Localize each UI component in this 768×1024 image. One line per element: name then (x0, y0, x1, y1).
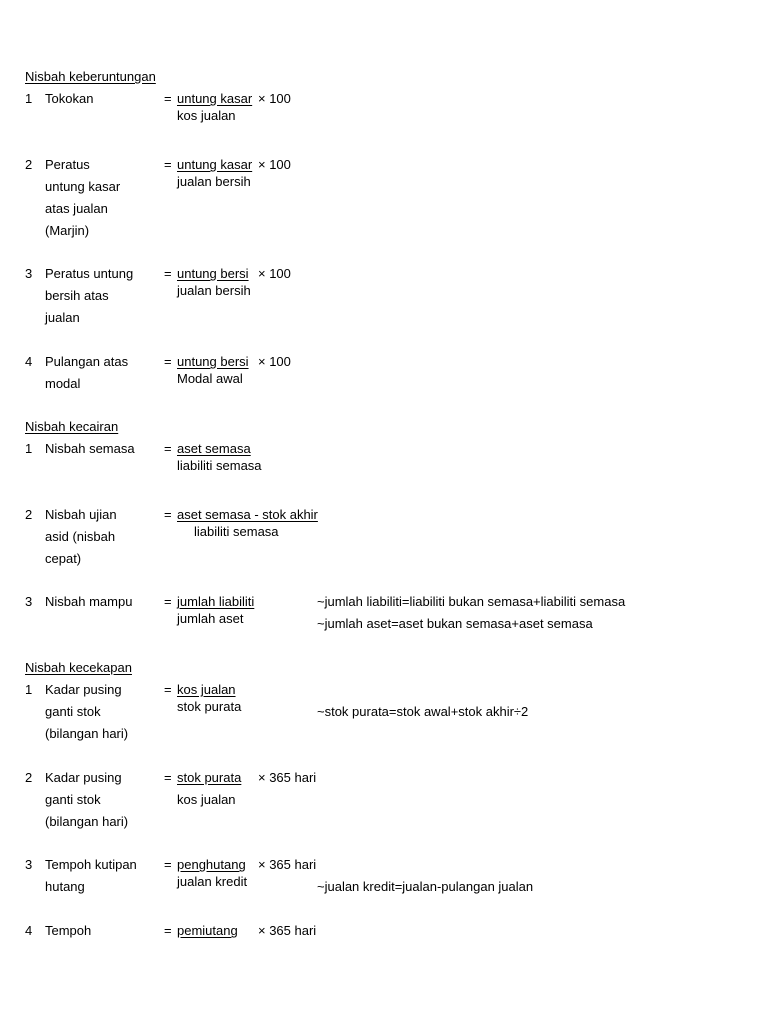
item-label-line: Peratus (45, 157, 90, 172)
item-label-line: (bilangan hari) (45, 726, 129, 741)
equals-sign: = (164, 857, 172, 872)
item-label-line: Peratus untung (45, 266, 134, 281)
formula-denominator: liabiliti semasa (177, 458, 262, 473)
formula-numerator: jumlah liabiliti (177, 594, 255, 609)
equals-sign: = (164, 157, 172, 172)
item-number: 3 (25, 594, 33, 609)
formula-numerator: untung kasar (177, 91, 253, 106)
formula-denominator: jualan bersih (177, 174, 251, 189)
note-jumlah-liabiliti: ~jumlah liabiliti=liabiliti bukan semasa+liabiliti semasa (317, 594, 626, 609)
formula-multiplier: × 365 hari (258, 923, 317, 938)
item-number: 4 (25, 923, 33, 938)
item-label-line: Pulangan atas (45, 354, 129, 369)
item-number: 1 (25, 441, 33, 456)
equals-sign: = (164, 441, 172, 456)
formula-denominator: Modal awal (177, 371, 243, 386)
item-label: Tokokan (45, 91, 94, 106)
item-label-line: Tempoh kutipan (45, 857, 137, 872)
item-label-line: Kadar pusing (45, 682, 122, 697)
formula-numerator: kos jualan (177, 682, 236, 697)
item-number: 2 (25, 157, 33, 172)
formula-denominator: kos jualan (177, 108, 236, 123)
item-number: 4 (25, 354, 33, 369)
formula-denominator: liabiliti semasa (194, 524, 279, 539)
formula-numerator: untung bersi (177, 266, 249, 281)
formula-denominator: kos jualan (177, 792, 236, 807)
equals-sign: = (164, 354, 172, 369)
formula-denominator: jualan kredit (177, 874, 248, 889)
item-label-line: Nisbah ujian (45, 507, 117, 522)
section-title-kecairan: Nisbah kecairan (25, 419, 119, 434)
formula-multiplier: × 100 (258, 91, 291, 106)
item-label-line: modal (45, 376, 81, 391)
equals-sign: = (164, 770, 172, 785)
formula-numerator: pemiutang (177, 923, 238, 938)
note-jualan-kredit: ~jualan kredit=jualan-pulangan jualan (317, 879, 534, 894)
formula-numerator: penghutang (177, 857, 246, 872)
formula-numerator: aset semasa - stok akhir (177, 507, 318, 522)
section-title-keberuntungan: Nisbah keberuntungan (25, 69, 156, 84)
item-label-line: (bilangan hari) (45, 814, 129, 829)
equals-sign: = (164, 507, 172, 522)
equals-sign: = (164, 923, 172, 938)
item-number: 2 (25, 507, 33, 522)
formula-numerator: aset semasa (177, 441, 251, 456)
note-stok-purata: ~stok purata=stok awal+stok akhir÷2 (317, 704, 529, 719)
formula-multiplier: × 100 (258, 266, 291, 281)
item-label-line: hutang (45, 879, 85, 894)
formula-multiplier: × 100 (258, 157, 291, 172)
item-number: 1 (25, 91, 33, 106)
item-label-line: untung kasar (45, 179, 121, 194)
item-label-line: jualan (45, 310, 80, 325)
formula-numerator: stok purata (177, 770, 242, 785)
equals-sign: = (164, 266, 172, 281)
item-number: 3 (25, 266, 33, 281)
item-number: 1 (25, 682, 33, 697)
item-label: Nisbah semasa (45, 441, 135, 456)
formula-denominator: jualan bersih (177, 283, 251, 298)
item-label-line: (Marjin) (45, 223, 90, 238)
formula-denominator: stok purata (177, 699, 242, 714)
equals-sign: = (164, 594, 172, 609)
equals-sign: = (164, 91, 172, 106)
item-label-line: ganti stok (45, 704, 101, 719)
item-number: 2 (25, 770, 33, 785)
formula-multiplier: × 100 (258, 354, 291, 369)
item-label-line: asid (nisbah (45, 529, 116, 544)
item-label-line: Kadar pusing (45, 770, 122, 785)
formula-multiplier: × 365 hari (258, 857, 317, 872)
item-label: Tempoh (45, 923, 92, 938)
formula-numerator: untung bersi (177, 354, 249, 369)
item-label-line: ganti stok (45, 792, 101, 807)
note-jumlah-aset: ~jumlah aset=aset bukan semasa+aset semasa (317, 616, 593, 631)
formula-denominator: jumlah aset (177, 611, 244, 626)
item-label: Nisbah mampu (45, 594, 133, 609)
item-label-line: atas jualan (45, 201, 108, 216)
formula-multiplier: × 365 hari (258, 770, 317, 785)
equals-sign: = (164, 682, 172, 697)
item-number: 3 (25, 857, 33, 872)
section-title-kecekapan: Nisbah kecekapan (25, 660, 132, 675)
formula-numerator: untung kasar (177, 157, 253, 172)
item-label-line: bersih atas (45, 288, 109, 303)
item-label-line: cepat) (45, 551, 82, 566)
